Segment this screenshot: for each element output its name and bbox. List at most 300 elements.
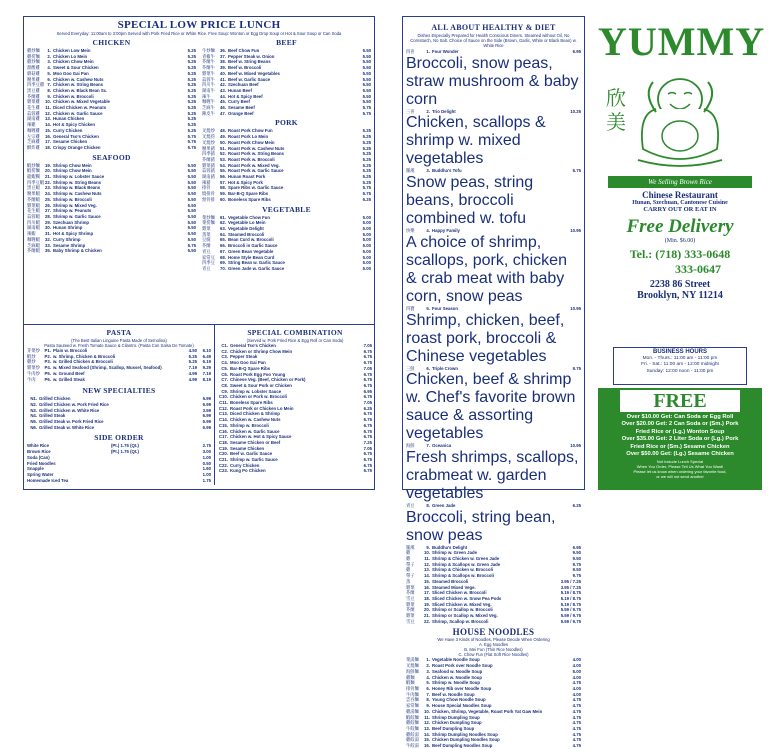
item-name: Shrimp w. Lobster Sauce — [53, 174, 105, 180]
item-price: 5.50 — [362, 99, 371, 105]
item-chinese-name: 咖喱蝦 — [27, 236, 40, 242]
item-chinese-name: 三鮮 — [406, 365, 415, 371]
menu-item — [27, 478, 211, 484]
item-price: 5.25 — [187, 110, 196, 116]
item-number: P2. — [44, 353, 51, 359]
item-number: 54. — [220, 162, 226, 168]
item-number: 43. — [220, 87, 226, 93]
item-name: Shrimp w. Green Jade — [432, 550, 477, 556]
item-name: Pepper Steak w. Onion — [228, 53, 275, 59]
item-number: 2. — [47, 53, 51, 59]
item-price: 5.00 — [362, 248, 371, 254]
item-name: Sesame Chicken — [53, 139, 88, 145]
item-number: 4. — [426, 674, 430, 680]
item-price: 10.95 — [570, 305, 581, 311]
item-chinese-name: 雞 — [406, 550, 411, 556]
item-name: Sesame Chicken — [230, 445, 265, 451]
item-number: 13. — [45, 116, 51, 122]
item-description: Snow peas, string beans, broccoli combined w. tofu — [406, 174, 534, 228]
item-chinese-name: 辣豬 — [202, 179, 211, 185]
item-chinese-name: 雞餃麵 — [406, 720, 419, 726]
item-name: Shrimp & Scallops w. Green Jade — [432, 561, 501, 567]
item-number: C18. — [218, 439, 228, 445]
item-chinese-name: 湖南蝦 — [27, 225, 40, 231]
item-chinese-name: 芥蘭 — [202, 243, 211, 249]
item-number: 17. — [424, 590, 430, 596]
item-number: 2. — [426, 108, 430, 114]
item-chinese-name: 蘑菇雞 — [27, 70, 40, 76]
item-name: Diced Chicken w. Peanuts — [53, 105, 107, 111]
lunch-title: SPECIAL LOW PRICE LUNCH — [117, 19, 281, 31]
item-chinese-name: 蒸 — [406, 578, 411, 584]
item-name: Fried Noodles — [27, 460, 56, 466]
item-name: Chicken w. Cashew Nuts — [230, 417, 281, 423]
item-number: 17. — [45, 139, 51, 145]
item-price: 4.75 — [572, 720, 581, 726]
item-number: 14. — [45, 122, 51, 128]
item-chinese-name: 雞 — [406, 556, 411, 562]
item-price: 5.50 — [362, 65, 371, 71]
hours-sunday: Sunday: 12:00 noon - 11:00 pm — [646, 368, 714, 374]
item-price: 4.75 — [572, 714, 581, 720]
noodles-list — [403, 657, 584, 748]
item-number: 1. — [426, 657, 430, 663]
combination-section — [215, 326, 375, 474]
side-order-header: SIDE ORDER — [94, 433, 144, 443]
item-number: C20. — [218, 451, 228, 457]
item-price: 4.75 — [572, 708, 581, 714]
item-price: 4.00 — [572, 663, 581, 669]
item-chinese-name: 芥蘭豬 — [202, 156, 215, 162]
item-number: 20. — [424, 607, 430, 613]
item-price: 5.50 — [187, 174, 196, 180]
item-price-small: 4.50 — [188, 348, 197, 353]
item-name: Chicken or Shrimp Chow Mein — [230, 348, 293, 354]
item-price: 6.75 — [363, 411, 372, 417]
item-chinese-name: 辣蝦 — [27, 231, 36, 237]
item-description: Chicken, beef & shrimp w. Chef's favorite brown sauce & assorting vegetables — [406, 371, 576, 443]
lunch-note: Served Everyday: 11:00am to 3:00pm Served with Pork Fried Rice or White Rice. Free Soup: Wonton or Egg Drop Soup or Hot & Sour Soup or Can Soda — [56, 31, 342, 36]
item-name: Vegetable Lo Mein — [228, 220, 266, 226]
item-name: Happy Family — [432, 228, 460, 234]
chinese-name: 欣美 — [606, 86, 626, 134]
item-price: 5.00 — [362, 214, 371, 220]
item-chinese-name: 菜捞麵 — [202, 220, 215, 226]
item-name: Beef w. Broccoli — [228, 65, 262, 71]
item-number: 7. — [47, 82, 51, 88]
specialties-header: NEW SPECIALTIES — [82, 386, 156, 396]
item-price: 5.25 — [187, 99, 196, 105]
vegetable-list — [202, 215, 371, 272]
side-order-list — [24, 443, 214, 483]
item-price: 5.25 — [362, 145, 371, 151]
item-name: Chicken or Pork w. Broccoli — [230, 394, 287, 400]
free-offer-line: Over $20.00 Get: 2 Can Soda or (Sm.) Pork — [621, 421, 739, 428]
item-number: 60. — [220, 196, 226, 202]
specialties-list — [24, 396, 214, 430]
item-price: 3.95 / 7.25 — [560, 578, 581, 584]
item-price-large: 6.49 — [202, 353, 211, 359]
item-price: 5.25 — [187, 53, 196, 59]
item-number: 65. — [220, 237, 226, 243]
chicken-list — [27, 48, 196, 151]
item-price: 5.50 — [187, 185, 196, 191]
item-number: N3. — [30, 407, 37, 413]
item-number: C17. — [218, 434, 228, 440]
item-name: Grilled Chicken — [39, 396, 71, 402]
item-price: 2.75 — [202, 443, 211, 449]
item-name: Chicken w. Noodle Soup — [432, 674, 482, 680]
item-name: Sweet & Sour Pork or Chicken — [230, 382, 292, 388]
item-number: 12. — [424, 561, 430, 567]
item-price: 4.75 — [572, 680, 581, 686]
item-price: 5.25 — [187, 116, 196, 122]
item-number: 52. — [220, 151, 226, 157]
item-number: 62. — [220, 220, 226, 226]
item-number: 21. — [424, 613, 430, 619]
item-name: Roast Pork Egg Foo Young — [230, 371, 286, 377]
item-name: Green Jade w. Garlic Sauce — [228, 265, 285, 271]
item-name: Hunan Shrimp — [53, 225, 83, 231]
item-price: 5.25 — [187, 127, 196, 133]
item-number: C3. — [221, 354, 228, 360]
item-name: w. Mixed Seafood (Shrimp, Scallop, Mussel, Seafood) — [53, 365, 162, 371]
item-number: 14. — [424, 573, 430, 579]
item-chinese-name: 花生雞 — [27, 105, 40, 111]
free-note-1: Not Include Lunch Special — [656, 459, 704, 465]
seafood-list — [27, 163, 196, 254]
healthy-menu-panel — [402, 16, 585, 749]
item-price: 3.95 / 7.25 — [560, 584, 581, 590]
item-price-small: 4.99 — [188, 376, 197, 382]
item-price: 5.50 — [187, 202, 196, 208]
item-price-large: 6.19 — [202, 359, 211, 365]
item-name: Snapple — [27, 466, 44, 472]
item-chinese-name: 咖喱雞 — [27, 127, 40, 133]
item-chinese-name: 芝麻蝦 — [27, 242, 40, 248]
item-name: Shrimp w. Mixed Veg. — [53, 202, 97, 208]
healthy-header: ALL ABOUT HEALTHY & DIET — [431, 23, 556, 32]
item-price: 4.75 — [572, 697, 581, 703]
item-name: Hunan Chicken — [53, 116, 85, 122]
item-name: Shrimp, Scallop w. Broccoli — [432, 618, 489, 624]
item-number: 37. — [220, 53, 226, 59]
item-number: 3. — [426, 168, 430, 174]
item-name: Orange Beef — [228, 110, 254, 116]
noodles-note: We Have 3 Kinds of Noodles, Please Decide When Ordering — [437, 637, 550, 643]
item-price: 6.75 — [363, 457, 372, 463]
item-number: C16. — [218, 428, 228, 434]
item-name: Shrimp or Scallop w. Broccoli — [432, 607, 493, 613]
item-price: 6.95 — [363, 388, 372, 394]
item-name: Four Wonder — [432, 49, 459, 54]
item-price: 4.75 — [572, 703, 581, 709]
item-number: 67. — [220, 248, 226, 254]
item-chinese-name: 雞炒麵 — [27, 59, 40, 65]
item-chinese-name: 雞餃湯 — [406, 737, 419, 743]
item-name: Roast Pork w. String Beans — [228, 151, 284, 157]
item-number: 24. — [45, 191, 51, 197]
item-number: 35. — [45, 248, 51, 254]
item-number: 53. — [220, 156, 226, 162]
item-number: 2. — [426, 663, 430, 669]
item-name: Chicken Low Mein — [53, 48, 91, 53]
item-number: 10. — [424, 708, 430, 714]
item-number: C2. — [221, 348, 228, 354]
item-name: Chicken w. Cashew Nuts — [53, 76, 104, 82]
combination-list — [215, 343, 375, 474]
item-price: 5.25 — [187, 65, 196, 71]
item-name: Shrimp & Scallops w. Broccoli — [432, 573, 494, 579]
item-chinese-name: 芥蘭牛 — [202, 59, 215, 65]
item-number: 1. — [426, 49, 430, 54]
item-chinese-name: 蒜蓉雞 — [27, 110, 40, 116]
item-chinese-name: 家常麵 — [406, 703, 419, 709]
item-name: Sesame Shrimp — [53, 242, 86, 248]
free-title: FREE — [620, 390, 740, 412]
item-chinese-name: 芥蘭 — [406, 607, 415, 613]
item-chinese-name: 蝦炒 — [27, 353, 36, 359]
item-name: Triple Crown — [432, 365, 459, 371]
item-number: 42. — [220, 82, 226, 88]
item-chinese-name: 四季豆雞 — [27, 82, 45, 88]
hours-weekend: Fri. - Sat.: 11:00 am - 12:00 midnight — [641, 362, 719, 368]
item-price: 6.75 — [363, 382, 372, 388]
item-number: 16. — [45, 133, 51, 139]
section-divider — [24, 324, 374, 325]
item-price: 6.75 — [363, 417, 372, 423]
item-number: C22. — [218, 462, 228, 468]
item-name: Hunan Beef — [228, 87, 252, 93]
item-price: 6.75 — [363, 354, 372, 360]
item-number: C21. — [218, 457, 228, 463]
item-name: Shrimp w. Garlic Sauce — [53, 213, 101, 219]
item-chinese-name: 雜菜雞 — [27, 99, 40, 105]
item-number: P6. — [44, 376, 51, 382]
item-price: 5.50 — [187, 231, 196, 237]
item-number: 22. — [45, 179, 51, 185]
item-price: 3.00 — [202, 449, 211, 455]
item-number: 5. — [426, 680, 430, 686]
item-name: Chicken w. Broccoli — [53, 93, 94, 99]
menu-item — [27, 248, 196, 254]
item-name: Grilled Chicken w. Pork Fried Rice — [39, 401, 109, 407]
item-name: Roast Pork Chow Mein — [228, 139, 275, 145]
combination-header: SPECIAL COMBINATION — [247, 328, 343, 337]
item-chinese-name: 雞 — [406, 567, 411, 573]
item-number: C9. — [221, 388, 228, 394]
item-price: 7.05 — [363, 445, 372, 451]
item-chinese-name: 青豆 — [202, 248, 211, 254]
item-name: Sliced Chicken w. Snow Pea Pods — [432, 595, 502, 601]
item-price: 9.75 — [572, 573, 581, 579]
item-number: 33. — [45, 242, 51, 248]
item-name: Shrimp or Scallop w. Mixed Veg. — [432, 613, 498, 619]
item-price: 5.25 — [187, 70, 196, 76]
item-chinese-name: 雜菜牛 — [202, 70, 215, 76]
item-price: 6.75 — [363, 451, 372, 457]
item-name: Four Season — [432, 305, 459, 311]
free-offer-line: Over $35.00 Get: 2 Liter Soda or (Lg.) Pork — [621, 436, 739, 443]
item-name: Beef w. String Beans — [228, 59, 271, 65]
item-name: Shrimp Chow Mein — [53, 162, 92, 168]
item-number: 16. — [424, 584, 430, 590]
item-price: 5.25 — [362, 179, 371, 185]
item-name: Hot & Spicy Chicken — [53, 122, 96, 128]
item-number: 45. — [220, 99, 226, 105]
item-price-large: 9.29 — [202, 365, 211, 371]
item-chinese-name: 牛餃麵 — [406, 725, 419, 731]
item-chinese-name: 腰果豬 — [202, 145, 215, 151]
item-price: 5.25 — [362, 151, 371, 157]
item-number: 3. — [426, 668, 430, 674]
item-chinese-name: 雜菜 — [406, 613, 415, 619]
item-number: 9. — [426, 703, 430, 709]
item-name: Shrimp w. Broccoli — [230, 422, 269, 428]
phone-number-2[interactable]: 333-0647 — [675, 262, 721, 276]
menu-item — [27, 377, 211, 383]
item-name: Spring Water — [27, 471, 54, 477]
item-chinese-name: 牛炒麵 — [202, 48, 215, 53]
item-price: 10.95 — [570, 228, 581, 234]
item-chinese-name: 青椒牛 — [202, 53, 215, 59]
item-name: Boneless Spare Ribs — [230, 400, 273, 406]
item-price: 6.75 — [363, 468, 372, 474]
item-chinese-name: 蝦餃麵 — [406, 714, 419, 720]
item-name: Shrimp w. Black Beans — [53, 185, 101, 191]
pork-list — [202, 128, 371, 202]
item-price: 6.75 — [363, 377, 372, 383]
noodle-kinds-list — [403, 642, 584, 657]
item-number: 38. — [220, 59, 226, 65]
item-chinese-name: 叉燒炒 — [202, 139, 215, 145]
item-chinese-name: 辣牛 — [202, 93, 211, 99]
item-name: Chicken w. String Beans — [53, 82, 103, 88]
item-price: 5.25 — [187, 93, 196, 99]
item-name: Sesame Chicken or Beef — [230, 439, 281, 445]
menu-item — [406, 619, 581, 625]
menu-item — [202, 266, 371, 272]
item-price: 9.50 — [572, 550, 581, 556]
item-description: Broccoli, snow peas, straw mushroom & baby corn — [406, 54, 579, 108]
item-number: 68. — [220, 254, 226, 260]
item-name: Chicken w. Mixed Vegetable — [53, 99, 110, 105]
item-name: Roast Pork or Chicken Lo Mein — [230, 405, 294, 411]
item-number: 55. — [220, 168, 226, 174]
item-number: C12. — [218, 405, 228, 411]
item-number: 10. — [424, 550, 430, 556]
item-name: Shrimp Dumpling Noodles Soup — [432, 731, 498, 737]
item-number: 59. — [220, 191, 226, 197]
item-number: C19. — [218, 445, 228, 451]
item-price: 5.75 — [187, 133, 196, 139]
item-number: 9. — [426, 544, 430, 550]
item-chinese-name: 牛肉炒 — [27, 370, 40, 376]
item-price: 5.25 — [187, 59, 196, 65]
item-number: 19. — [424, 601, 430, 607]
pasta-note-2: Pasta Sauteed w. Fresh Tomato Sauce & Cilantro. (Pasta Con Salsa De Tomate) — [44, 343, 194, 348]
item-price: 5.25 — [362, 156, 371, 162]
item-number: 6. — [426, 365, 430, 371]
item-price: 5.50 — [362, 93, 371, 99]
phone-number-1[interactable] — [598, 247, 762, 262]
item-number: 13. — [424, 725, 430, 731]
item-name: Beef Dumpling Noodles Soup — [432, 743, 493, 749]
item-name: Bean Curd w. Broccoli — [228, 237, 274, 243]
item-chinese-name: 海鮮 — [406, 443, 415, 449]
item-price-small: 7.19 — [188, 365, 197, 371]
item-name: Brown Rice — [27, 449, 51, 455]
item-name: Beef w. Mixed Vegetables — [228, 70, 280, 76]
restaurant-type: Chinese Restaurant — [642, 190, 718, 200]
item-name: Young Chow Noodle Soup — [432, 697, 486, 703]
item-price: 1.00 — [202, 454, 211, 460]
item-price: 5.50 — [187, 162, 196, 168]
item-name: Shrimp w. Peanuts — [53, 208, 92, 214]
item-number: 9. — [47, 93, 51, 99]
item-price: 4.00 — [572, 674, 581, 680]
item-price: 5.99 — [202, 419, 211, 425]
pasta-list — [24, 348, 214, 382]
item-number: 12. — [45, 110, 51, 116]
item-chinese-name: 羅漢 — [406, 544, 415, 550]
item-name: Sliced Chicken w. Broccoli — [432, 590, 487, 596]
item-chinese-name: 叉燒麵 — [406, 663, 419, 669]
item-price: 5.50 — [187, 248, 196, 254]
item-price-small: 4.99 — [188, 370, 197, 376]
item-price: 6.75 — [363, 428, 372, 434]
item-number: 7. — [426, 443, 430, 449]
item-number: 66. — [220, 243, 226, 249]
item-price: 5.50 — [362, 82, 371, 88]
noodle-kind: C. Chow Fun (Flat Soft Rice Noodles) — [458, 652, 529, 658]
item-number: 47. — [220, 110, 226, 116]
item-chinese-name: 雪豆 — [406, 595, 415, 601]
item-number: C5. — [221, 365, 228, 371]
item-price: 5.50 — [362, 76, 371, 82]
item-name: Grilled Steak w. White Rice — [39, 424, 94, 430]
carry-out-text: CARRY OUT OR EAT IN — [643, 206, 717, 213]
item-number: 40. — [220, 70, 226, 76]
item-name: Green Bean Vegetable — [228, 248, 274, 254]
item-price: 5.75 — [187, 144, 196, 150]
item-price: 5.25 — [187, 122, 196, 128]
item-number: 5. — [47, 70, 51, 76]
item-chinese-name: 雜菜炒 — [27, 365, 40, 371]
item-chinese-name: 排骨麵 — [406, 685, 419, 691]
item-name: Home Style Bean Curd — [228, 254, 275, 260]
item-chinese-name: 雞麵 — [406, 674, 415, 680]
item-chinese-name: 雜菜豬 — [202, 162, 215, 168]
item-number: C11. — [219, 400, 228, 406]
item-description: Fresh shrimps, scallops, crabmeat w. garden vegetables — [406, 448, 579, 502]
item-number: C4. — [221, 360, 228, 366]
item-price: 5.19 / 8.75 — [560, 601, 581, 607]
item-number: C6. — [221, 371, 228, 377]
item-number: C8. — [221, 382, 228, 388]
item-price: 5.50 — [187, 225, 196, 231]
item-name: Shrimp w. Cashew Nuts — [53, 191, 102, 197]
item-price: 5.50 — [362, 70, 371, 76]
item-number: C15. — [218, 422, 228, 428]
item-price: 0.50 — [202, 460, 211, 466]
free-note-3: Please let us know when ordering your favorite food, — [633, 469, 727, 475]
item-number: 50. — [220, 139, 226, 145]
item-price: 6.99 — [202, 424, 211, 430]
item-chinese-name: 芝麻雞 — [27, 139, 40, 145]
item-name: Soda (Can) — [27, 454, 50, 460]
menu-item — [202, 111, 371, 117]
